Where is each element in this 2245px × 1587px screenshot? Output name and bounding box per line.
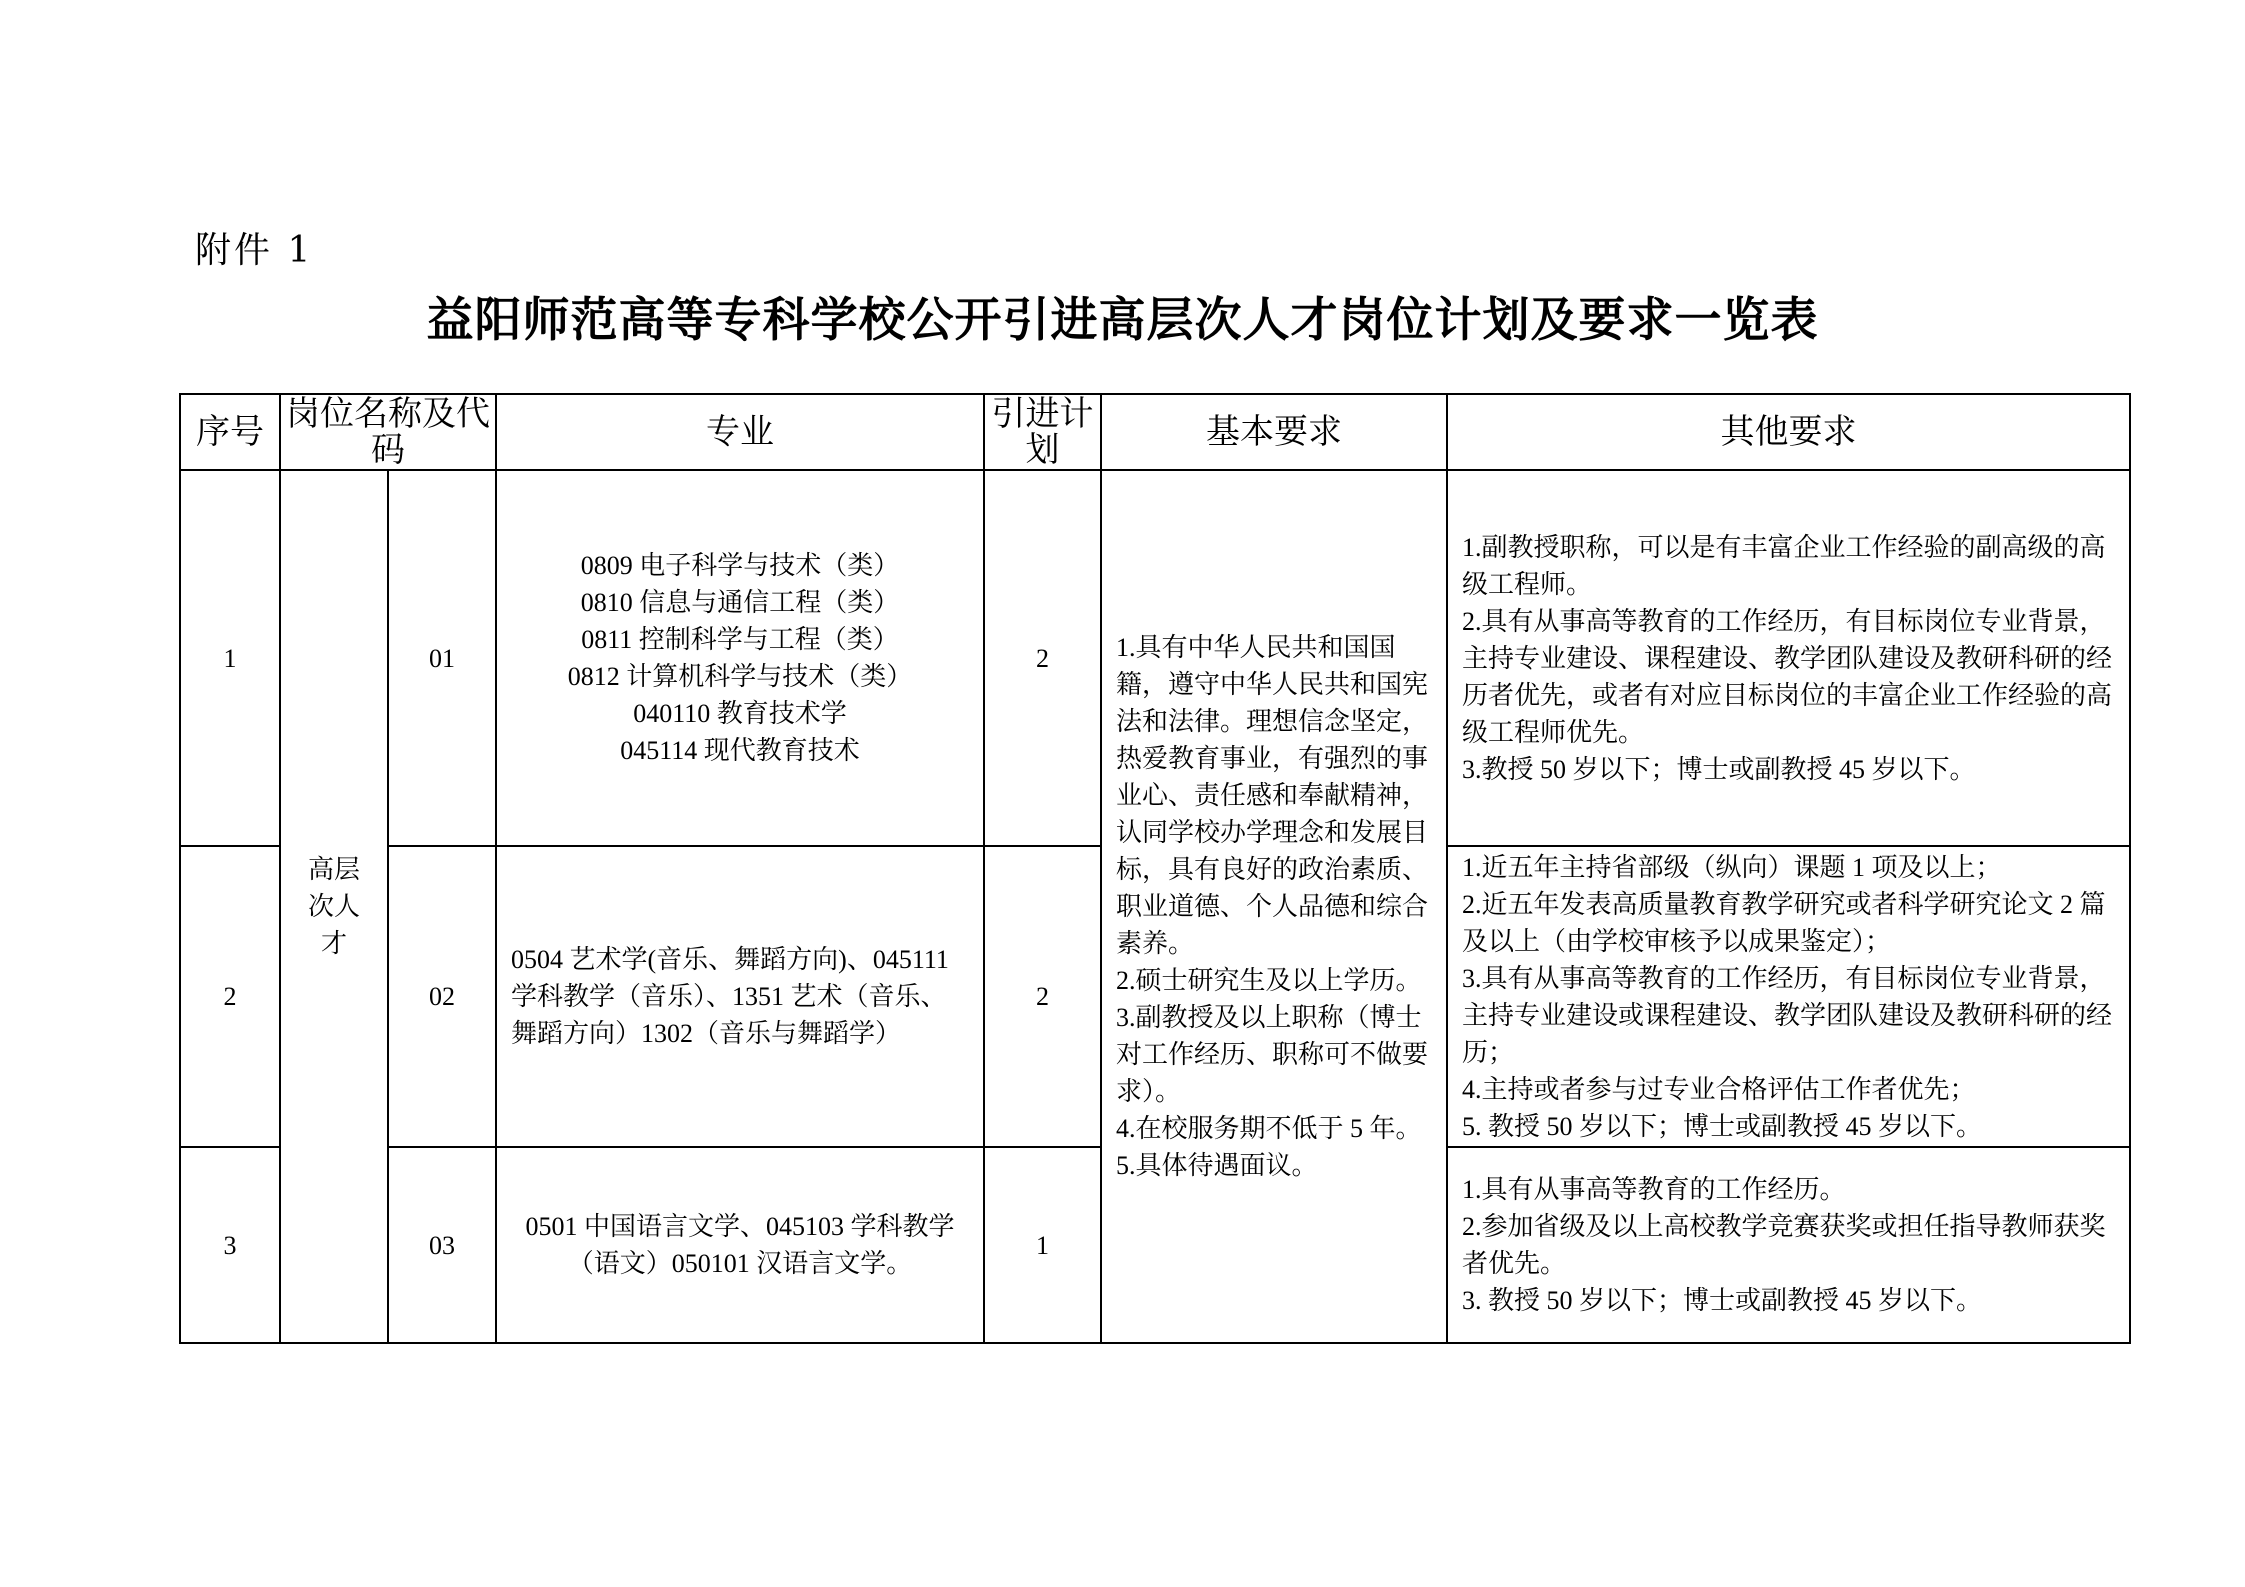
- basic-requirement-item: 1.具有中华人民共和国国籍，遵守中华人民共和国宪法和法律。理想信念坚定，热爱教育事业，有强烈的事业心、责任感和奉献精神，认同学校办学理念和发展目标，具有良好的政治素质、职业道德、个人品德和综合素养。: [1116, 633, 1429, 958]
- other-requirement-item: 3.具有从事高等教育的工作经历，有目标岗位专业背景，主持专业建设或课程建设、教学团队建设及教研科研的经历；: [1462, 963, 2113, 1067]
- attachment-label: 附件 1: [195, 230, 314, 271]
- other-requirements: [1447, 846, 2130, 1147]
- plan-count: 2: [984, 470, 1101, 846]
- position-code: 02: [388, 846, 496, 1147]
- major-list: [496, 470, 984, 846]
- other-requirement-item: 2.近五年发表高质量教育教学研究或者科学研究论文 2 篇及以上（由学校审核予以成果鉴定）；: [1462, 889, 2106, 956]
- header-major: 专业: [496, 394, 984, 470]
- basic-requirement-item: 4.在校服务期不低于 5 年。: [1116, 1114, 1422, 1143]
- other-requirement-item: 1.具有从事高等教育的工作经历。: [1462, 1175, 1846, 1204]
- other-requirements: [1447, 1147, 2130, 1343]
- row-no: 3: [180, 1147, 280, 1343]
- table-header-row: [180, 394, 2130, 470]
- position-code: 01: [388, 470, 496, 846]
- page-title: 益阳师范高等专科学校公开引进高层次人才岗位计划及要求一览表: [426, 293, 1819, 348]
- major-text: 0501 中国语言文学、045103 学科教学（语文）050101 汉语言文学。: [525, 1212, 955, 1278]
- basic-requirement-item: 2.硕士研究生及以上学历。: [1116, 966, 1422, 995]
- table-row: [180, 470, 2130, 846]
- major-item: 0809 电子科学与技术（类）: [580, 551, 900, 580]
- major-item: 045114 现代教育技术: [620, 736, 860, 765]
- row-no: 2: [180, 846, 280, 1147]
- other-requirement-item: 1.副教授职称，可以是有丰富企业工作经验的副高级的高级工程师。: [1462, 532, 2106, 599]
- other-requirement-item: 3.教授 50 岁以下；博士或副教授 45 岁以下。: [1462, 754, 1976, 784]
- other-requirement-item: 1.近五年主持省部级（纵向）课题 1 项及以上；: [1462, 852, 2002, 882]
- header-position: 岗位名称及代码: [280, 394, 496, 470]
- major-item: 0810 信息与通信工程（类）: [580, 588, 900, 617]
- header-other: 其他要求: [1447, 394, 2130, 470]
- basic-requirement-item: 3.副教授及以上职称（博士对工作经历、职称可不做要求）。: [1116, 1003, 1429, 1106]
- other-requirements: [1447, 470, 2130, 846]
- other-requirement-item: 5. 教授 50 岁以下；博士或副教授 45 岁以下。: [1462, 1111, 1983, 1141]
- major-item: 0812 计算机科学与技术（类）: [567, 662, 913, 691]
- position-name: [280, 470, 388, 1343]
- row-no: 1: [180, 470, 280, 846]
- major-list: [496, 846, 984, 1147]
- basic-requirement-item: 5.具体待遇面议。: [1116, 1151, 1318, 1180]
- position-name-text: 高层次人才: [307, 855, 360, 958]
- other-requirement-item: 2.参加省级及以上高校教学竞赛获奖或担任指导教师获奖者优先。: [1462, 1212, 2106, 1278]
- basic-requirements: [1101, 470, 1447, 1343]
- major-text: 0504 艺术学(音乐、舞蹈方向)、045111 学科教学（音乐）、1351 艺术（音乐、舞蹈方向）1302（音乐与舞蹈学）: [511, 945, 949, 1048]
- major-item: 040110 教育技术学: [633, 699, 847, 728]
- positions-table: [179, 393, 2131, 1344]
- header-plan: 引进计划: [984, 394, 1101, 470]
- position-code: 03: [388, 1147, 496, 1343]
- plan-count: 2: [984, 846, 1101, 1147]
- major-item: 0811 控制科学与工程（类）: [581, 625, 899, 654]
- major-list: [496, 1147, 984, 1343]
- other-requirement-item: 2.具有从事高等教育的工作经历，有目标岗位专业背景，主持专业建设、课程建设、教学团队建设及教研科研的经历者优先，或者有对应目标岗位的丰富企业工作经验的高级工程师优先。: [1462, 606, 2113, 747]
- other-requirement-item: 3. 教授 50 岁以下；博士或副教授 45 岁以下。: [1462, 1286, 1983, 1315]
- header-no: 序号: [180, 394, 280, 470]
- other-requirement-item: 4.主持或者参与过专业合格评估工作者优先；: [1462, 1074, 1976, 1104]
- header-basic: 基本要求: [1101, 394, 1447, 470]
- plan-count: 1: [984, 1147, 1101, 1343]
